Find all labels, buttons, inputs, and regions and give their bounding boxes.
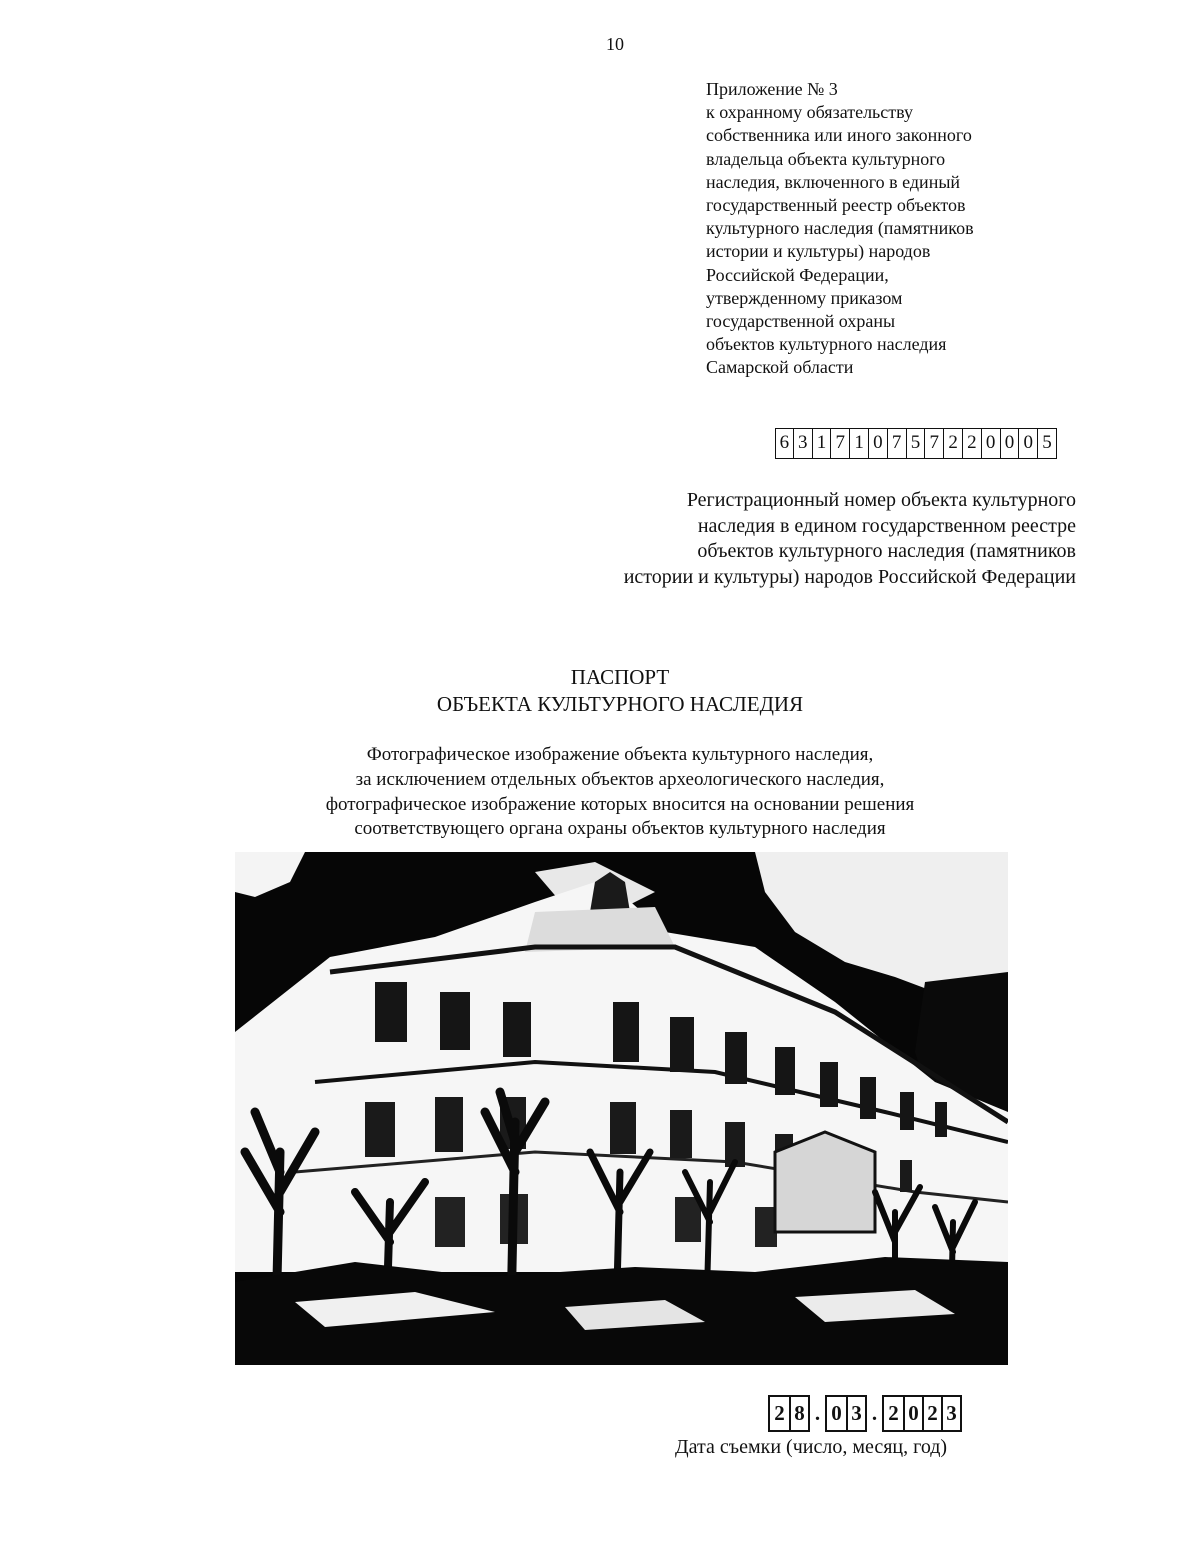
registration-digit: 0	[1019, 428, 1038, 459]
appendix-line: собственника или иного законного	[706, 125, 972, 146]
appendix-line: владельца объекта культурного	[706, 148, 946, 169]
photo-description-line: фотографическое изображение которых вносится на основании решения	[325, 793, 915, 815]
appendix-block	[706, 78, 1126, 380]
registration-caption-line: наследия в едином государственном реестре	[697, 514, 1076, 537]
registration-digit: 5	[907, 428, 926, 459]
page-number: 10	[606, 34, 624, 54]
registration-digit: 7	[888, 428, 907, 459]
registration-caption-line: объектов культурного наследия (памятников	[697, 540, 1076, 562]
title-line-1: ПАСПОРТ	[570, 665, 670, 689]
registration-number-cells	[775, 428, 1057, 459]
building-photo-illustration	[235, 852, 1008, 1365]
date-day-group	[768, 1395, 810, 1432]
appendix-line: объектов культурного наследия	[706, 334, 947, 355]
date-separator: .	[814, 1401, 821, 1425]
document-title	[0, 664, 1200, 718]
registration-digit: 2	[944, 428, 963, 459]
date-digit: 2	[922, 1397, 941, 1430]
registration-digit: 5	[1038, 428, 1057, 459]
photo-description-line: соответствующего органа охраны объектов культурного наследия	[354, 818, 886, 840]
date-month-group	[825, 1395, 867, 1432]
heritage-building-photo	[235, 852, 1008, 1365]
appendix-line: Приложение № 3	[706, 79, 838, 99]
photo-description	[0, 743, 1200, 842]
registration-caption-line: истории и культуры) народов Российской Федерации	[623, 565, 1076, 588]
date-digit: 2	[888, 1401, 899, 1425]
photo-description-line: за исключением отдельных объектов археологического наследия,	[355, 768, 885, 790]
date-digit: 2	[774, 1401, 785, 1425]
date-year-group	[882, 1395, 962, 1432]
appendix-line: наследия, включенного в единый	[706, 171, 961, 192]
appendix-line: Самарской области	[706, 357, 854, 378]
registration-digit: 7	[925, 428, 944, 459]
registration-digit: 0	[1001, 428, 1020, 459]
registration-digit: 7	[831, 428, 850, 459]
registration-digit: 1	[850, 428, 869, 459]
date-separator: .	[871, 1401, 878, 1425]
title-line-2: ОБЪЕКТА КУЛЬТУРНОГО НАСЛЕДИЯ	[436, 692, 804, 716]
registration-digit: 0	[982, 428, 1001, 459]
registration-caption	[376, 488, 1076, 590]
appendix-line: к охранному обязательству	[706, 102, 914, 123]
appendix-line: истории и культуры) народов	[706, 241, 931, 262]
registration-caption-line: Регистрационный номер объекта культурного	[686, 489, 1076, 511]
date-digit: 0	[831, 1401, 842, 1425]
registration-digit: 0	[869, 428, 888, 459]
appendix-line: государственной охраны	[706, 311, 896, 332]
date-digit: 0	[903, 1397, 922, 1430]
shoot-date-cells	[768, 1395, 962, 1432]
date-digit: 3	[846, 1397, 865, 1430]
appendix-line: Российской Федерации,	[706, 264, 889, 285]
appendix-line: утвержденному приказом	[706, 287, 903, 308]
appendix-line: государственный реестр объектов	[706, 195, 966, 216]
date-digit: 8	[789, 1397, 808, 1430]
photo-description-line: Фотографическое изображение объекта культурного наследия,	[366, 744, 874, 765]
registration-digit: 1	[813, 428, 832, 459]
date-digit: 3	[941, 1397, 960, 1430]
shoot-date-caption: Дата съемки (число, месяц, год)	[675, 1436, 948, 1458]
registration-digit: 2	[963, 428, 982, 459]
appendix-line: культурного наследия (памятников	[706, 218, 974, 239]
registration-digit: 3	[794, 428, 813, 459]
registration-digit: 6	[775, 428, 794, 459]
